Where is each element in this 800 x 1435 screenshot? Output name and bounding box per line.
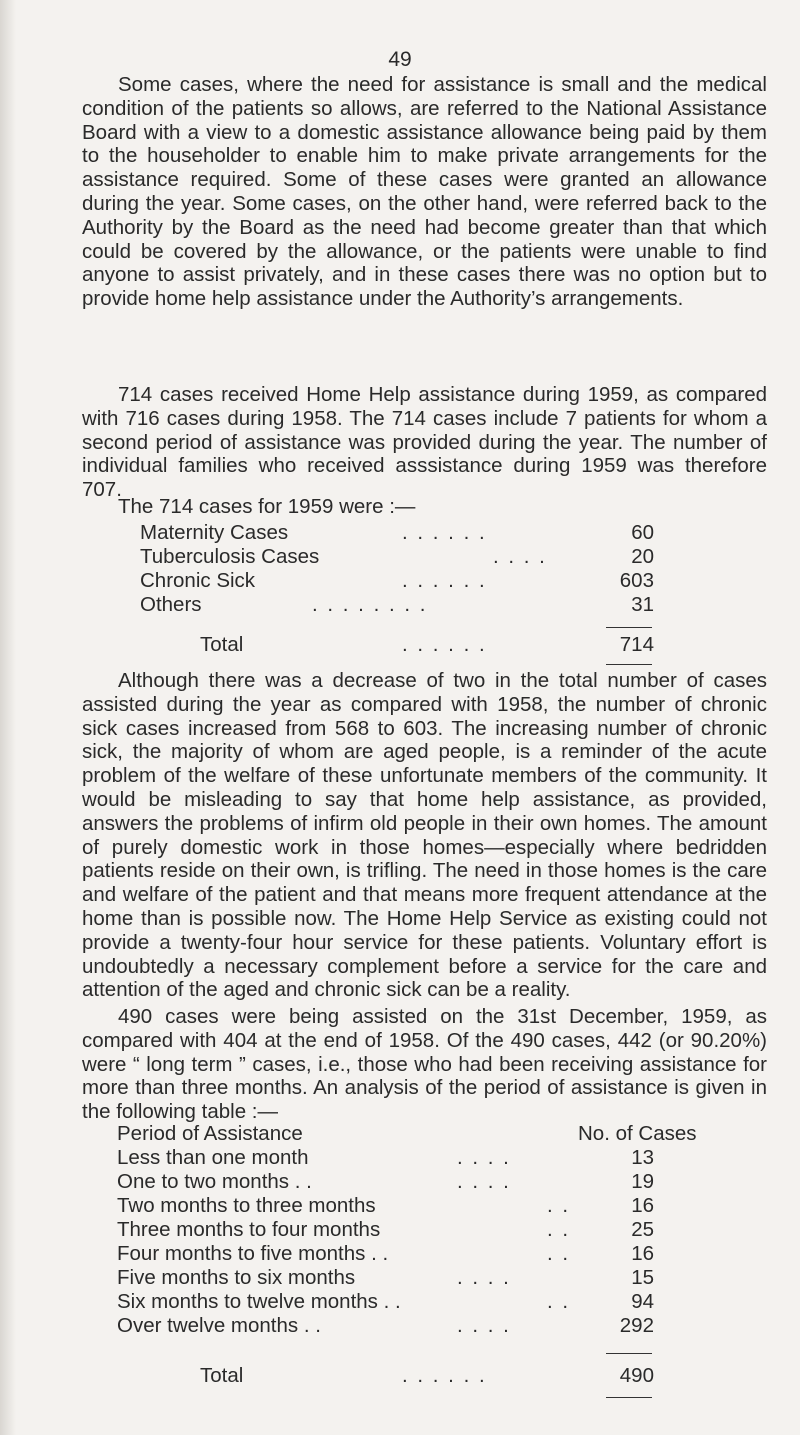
- leader-dots: . . . . . . . .: [312, 593, 428, 616]
- row-label: Maternity Cases: [140, 521, 289, 544]
- table-row: [140, 521, 654, 545]
- column-header-period: Period of Assistance: [117, 1122, 303, 1145]
- leader-dots: . . . . . .: [402, 1364, 487, 1387]
- row-value: 603: [619, 569, 654, 592]
- row-value: 31: [631, 593, 654, 616]
- row-value: 16: [631, 1194, 654, 1217]
- paragraph-text: 714 cases received Home Help assistance during 1959, as compared with 716 cases during 1958. The 714 cases include 7 patients for whom a second period of assistance was provided during the year. The number of individual families who received asssistance during 1959 was therefore 707.: [82, 383, 767, 502]
- table-row: [117, 1290, 654, 1314]
- row-label: Others: [140, 593, 202, 616]
- table-row: [140, 569, 654, 593]
- leader-dots: . . . . . .: [402, 633, 487, 656]
- leader-dots: . .: [547, 1218, 571, 1241]
- leader-dots: . .: [547, 1242, 571, 1265]
- table-row: [117, 1194, 654, 1218]
- leader-dots: . .: [547, 1194, 571, 1217]
- leader-dots: . . . . . .: [402, 521, 487, 544]
- table-row: [117, 1170, 654, 1194]
- paragraph-chronic-sick: [82, 669, 767, 1002]
- row-value: 15: [631, 1266, 654, 1289]
- paragraph-period-analysis: [82, 1005, 767, 1124]
- total-rule: [606, 1397, 652, 1398]
- leader-dots: . . . .: [457, 1170, 511, 1193]
- table-total-row: [140, 1364, 654, 1388]
- paragraph-text: Although there was a decrease of two in the total number of cases assisted during the year as compared with 1958, the number of chronic sick cases increased from 568 to 603. The increasing number of chronic sick, the majority of whom are aged people, is a reminder of the acute problem of the welfare of these unfortunate members of the community. It would be misleading to say that home help assistance, as provided, answers the problems of infirm old people in their own homes. The amount of purely domestic work in those homes—especially where bedridden patients reside on their own, is trifling. The need in those homes is the care and welfare of the patient and that means more frequent attendance at the home than is possible now. The Home Help Service as existing could not provide a twenty-four hour service for these patients. Voluntary effort is undoubtedly a necessary complement before a service for the care and attention of the aged and chronic sick can be a reality.: [82, 669, 767, 1002]
- page-number: 49: [388, 48, 412, 71]
- leader-dots: . . . .: [457, 1266, 511, 1289]
- table-row: [140, 545, 654, 569]
- total-rule: [606, 664, 652, 665]
- row-value: 60: [631, 521, 654, 544]
- table-total-row: [140, 633, 654, 657]
- subtotal-rule: [606, 627, 652, 628]
- row-label: Five months to six months: [117, 1266, 356, 1289]
- subtotal-rule: [606, 1353, 652, 1354]
- total-value: 490: [619, 1364, 654, 1387]
- row-label: Over twelve months . .: [117, 1314, 321, 1337]
- row-label: Less than one month: [117, 1146, 309, 1169]
- leader-dots: . . . .: [493, 545, 547, 568]
- row-value: 25: [631, 1218, 654, 1241]
- column-header-cases: No. of Cases: [578, 1122, 697, 1145]
- row-value: 13: [631, 1146, 654, 1169]
- paragraph-cases-1959: [82, 383, 767, 502]
- row-label: Tuberculosis Cases: [140, 545, 320, 568]
- row-label: Chronic Sick: [140, 569, 256, 592]
- table-row: [140, 593, 654, 617]
- row-label: Three months to four months: [117, 1218, 381, 1241]
- row-value: 292: [619, 1314, 654, 1337]
- table-row: [117, 1314, 654, 1338]
- total-value: 714: [619, 633, 654, 656]
- table-row: [117, 1242, 654, 1266]
- row-label: Two months to three months: [117, 1194, 376, 1217]
- total-label: Total: [200, 1364, 244, 1387]
- row-label: Six months to twelve months . .: [117, 1290, 401, 1313]
- row-value: 16: [631, 1242, 654, 1265]
- leader-dots: . . . .: [457, 1314, 511, 1337]
- table-row: [117, 1218, 654, 1242]
- paragraph-text: 490 cases were being assisted on the 31st December, 1959, as compared with 404 at the end of 1958. Of the 490 cases, 442 (or 90.20%) were “ long term ” cases, i.e., those who had been receiving assistance for more than three months. An analysis of the period of assistance is given in the following table :—: [82, 1005, 767, 1124]
- row-value: 19: [631, 1170, 654, 1193]
- table-row: [117, 1266, 654, 1290]
- row-label: Four months to five months . .: [117, 1242, 389, 1265]
- page-edge-shadow: [0, 0, 16, 1435]
- row-value: 94: [631, 1290, 654, 1313]
- row-value: 20: [631, 545, 654, 568]
- table-row: [117, 1146, 654, 1170]
- cases-table-lead: The 714 cases for 1959 were :—: [118, 495, 416, 518]
- row-label: One to two months . .: [117, 1170, 312, 1193]
- leader-dots: . .: [547, 1290, 571, 1313]
- total-label: Total: [200, 633, 244, 656]
- leader-dots: . . . . . .: [402, 569, 487, 592]
- paragraph-national-assistance: [82, 73, 767, 311]
- paragraph-text: Some cases, where the need for assistance is small and the medical condition of the patients so allows, are referred to the National Assistance Board with a view to a domestic assistance allowance being paid by them to the householder to enable him to make private arrangements for the assistance required. Some of these cases were granted an allowance during the year. Some cases, on the other hand, were referred back to the Authority by the Board as the need had become greater than that which could be covered by the allowance, or the patients were unable to find anyone to assist privately, and in these cases there was no option but to provide home help assistance under the Authority’s arrangements.: [82, 73, 767, 311]
- leader-dots: . . . .: [457, 1146, 511, 1169]
